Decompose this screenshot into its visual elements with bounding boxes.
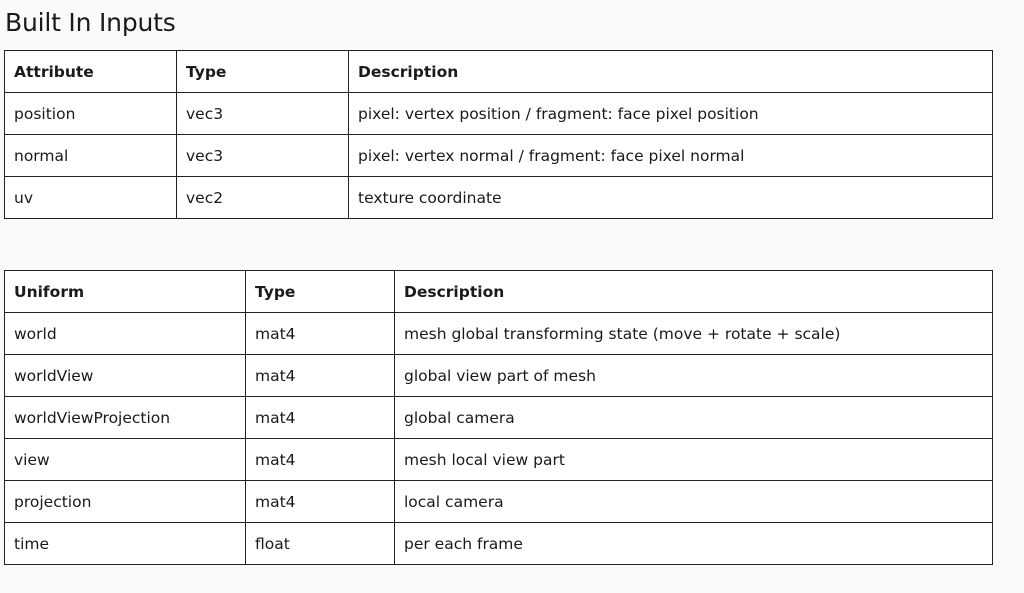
table-header-row xyxy=(5,51,993,93)
header-uniform: Uniform xyxy=(5,271,246,313)
header-description: Description xyxy=(395,271,993,313)
uniform-type: mat4 xyxy=(246,313,395,355)
attribute-name: normal xyxy=(5,135,177,177)
table-row xyxy=(5,313,993,355)
uniform-type: float xyxy=(246,523,395,565)
table-row xyxy=(5,439,993,481)
table-row xyxy=(5,481,993,523)
uniforms-table xyxy=(4,270,993,565)
uniform-name: time xyxy=(5,523,246,565)
uniform-description: per each frame xyxy=(395,523,993,565)
table-row xyxy=(5,177,993,219)
attribute-type: vec2 xyxy=(177,177,349,219)
uniform-description: global view part of mesh xyxy=(395,355,993,397)
table-row xyxy=(5,135,993,177)
header-type: Type xyxy=(246,271,395,313)
header-description: Description xyxy=(349,51,993,93)
attribute-type: vec3 xyxy=(177,135,349,177)
uniform-description: local camera xyxy=(395,481,993,523)
attribute-name: position xyxy=(5,93,177,135)
uniform-name: worldView xyxy=(5,355,246,397)
uniform-description: mesh local view part xyxy=(395,439,993,481)
table-header-row xyxy=(5,271,993,313)
uniform-type: mat4 xyxy=(246,355,395,397)
uniform-type: mat4 xyxy=(246,481,395,523)
table-row xyxy=(5,397,993,439)
uniform-type: mat4 xyxy=(246,397,395,439)
attribute-name: uv xyxy=(5,177,177,219)
uniform-description: global camera xyxy=(395,397,993,439)
uniform-name: projection xyxy=(5,481,246,523)
table-row xyxy=(5,355,993,397)
attribute-description: pixel: vertex normal / fragment: face pixel normal xyxy=(349,135,993,177)
uniform-name: world xyxy=(5,313,246,355)
attribute-description: pixel: vertex position / fragment: face pixel position xyxy=(349,93,993,135)
table-row xyxy=(5,523,993,565)
uniform-description: mesh global transforming state (move + rotate + scale) xyxy=(395,313,993,355)
table-row xyxy=(5,93,993,135)
page-title: Built In Inputs xyxy=(5,8,176,37)
attribute-description: texture coordinate xyxy=(349,177,993,219)
uniform-name: view xyxy=(5,439,246,481)
uniform-name: worldViewProjection xyxy=(5,397,246,439)
attribute-type: vec3 xyxy=(177,93,349,135)
header-type: Type xyxy=(177,51,349,93)
header-attribute: Attribute xyxy=(5,51,177,93)
attributes-table xyxy=(4,50,993,219)
uniform-type: mat4 xyxy=(246,439,395,481)
